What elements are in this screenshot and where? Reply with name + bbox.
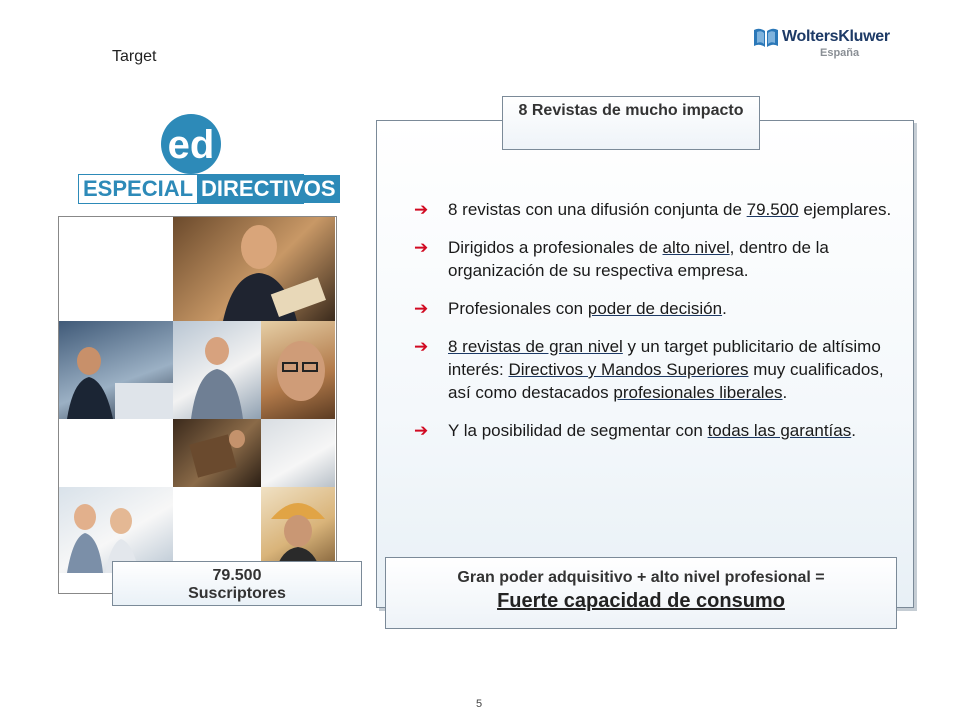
woman-silhouette-icon xyxy=(173,321,261,419)
arrow-bullet-icon: ➔ xyxy=(414,337,429,356)
subscribers-label: Suscriptores xyxy=(188,585,286,602)
photo-woman-glasses xyxy=(261,321,335,419)
book-reading-icon xyxy=(173,419,261,487)
impact-bullet-item xyxy=(414,335,900,404)
bullet-highlight-text: profesionales liberales xyxy=(613,383,783,402)
bullet-text: muy cualificados, así como destacados xyxy=(448,360,884,402)
photo-meeting xyxy=(59,321,173,419)
especial-directivos-logo xyxy=(78,112,336,204)
impact-bullet-item xyxy=(414,297,900,320)
conclusion-line-2: Fuerte capacidad de consumo xyxy=(497,590,785,612)
face-silhouette-icon xyxy=(261,321,335,419)
arrow-bullet-icon: ➔ xyxy=(414,421,429,440)
impact-bullet-item xyxy=(414,236,900,282)
meeting-silhouette-icon xyxy=(59,321,173,419)
ed-mark-text: ed xyxy=(167,123,215,167)
bullet-text: ejemplares. xyxy=(798,200,892,219)
bullet-text: 8 revistas con una difusión conjunta de xyxy=(448,200,747,219)
bullet-highlight-text: 79.500 xyxy=(746,200,799,219)
arrow-bullet-icon: ➔ xyxy=(414,299,429,318)
subscribers-box xyxy=(112,561,362,606)
photo-office xyxy=(261,419,335,487)
ed-word-right: DIRECTIVOS xyxy=(197,175,339,203)
subscribers-count: 79.500 xyxy=(212,567,262,584)
bullet-text: y un target publicitario de altísimo interés: xyxy=(448,337,881,379)
bullet-text: Profesionales con xyxy=(448,299,588,318)
bullet-highlight-text: todas las garantías xyxy=(707,421,852,440)
photo-businessman xyxy=(173,217,335,321)
panel-title: 8 Revistas de mucho impacto xyxy=(502,96,760,150)
ed-wordmark xyxy=(78,174,336,204)
impact-bullet-item xyxy=(414,419,900,442)
brand-name: WoltersKluwer xyxy=(782,28,890,45)
impact-bullet-list xyxy=(414,198,900,457)
photo-reading xyxy=(173,419,261,487)
page-number: 5 xyxy=(476,698,483,710)
conclusion-box xyxy=(385,557,897,629)
bullet-text: . xyxy=(782,383,788,402)
wolters-kluwer-logo xyxy=(752,26,912,66)
ed-mark-icon xyxy=(78,112,304,174)
bullet-highlight-text: poder de decisión xyxy=(587,299,723,318)
bullet-highlight-text: Directivos y Mandos Superiores xyxy=(508,360,749,379)
ed-word-left: ESPECIAL xyxy=(79,175,197,203)
bullet-highlight-text: alto nivel xyxy=(662,238,730,257)
book-icon xyxy=(752,26,780,50)
photo-collage xyxy=(58,216,337,594)
bullet-text: , dentro de la organización de su respectiva empresa. xyxy=(448,238,829,280)
person-silhouette-icon xyxy=(173,217,335,321)
conclusion-line-1: Gran poder adquisitivo + alto nivel profesional = xyxy=(457,569,825,586)
bullet-text: . xyxy=(851,421,856,440)
bullet-highlight-text: 8 revistas de gran nivel xyxy=(448,337,623,356)
bullet-text: . xyxy=(722,299,727,318)
bullet-text: Y la posibilidad de segmentar con xyxy=(448,421,708,440)
arrow-bullet-icon: ➔ xyxy=(414,200,429,219)
section-label: Target xyxy=(112,48,157,65)
arrow-bullet-icon: ➔ xyxy=(414,238,429,257)
brand-region: España xyxy=(820,47,860,59)
impact-bullet-item xyxy=(414,198,900,221)
photo-woman-desk xyxy=(173,321,261,419)
bullet-text: Dirigidos a profesionales de xyxy=(448,238,663,257)
